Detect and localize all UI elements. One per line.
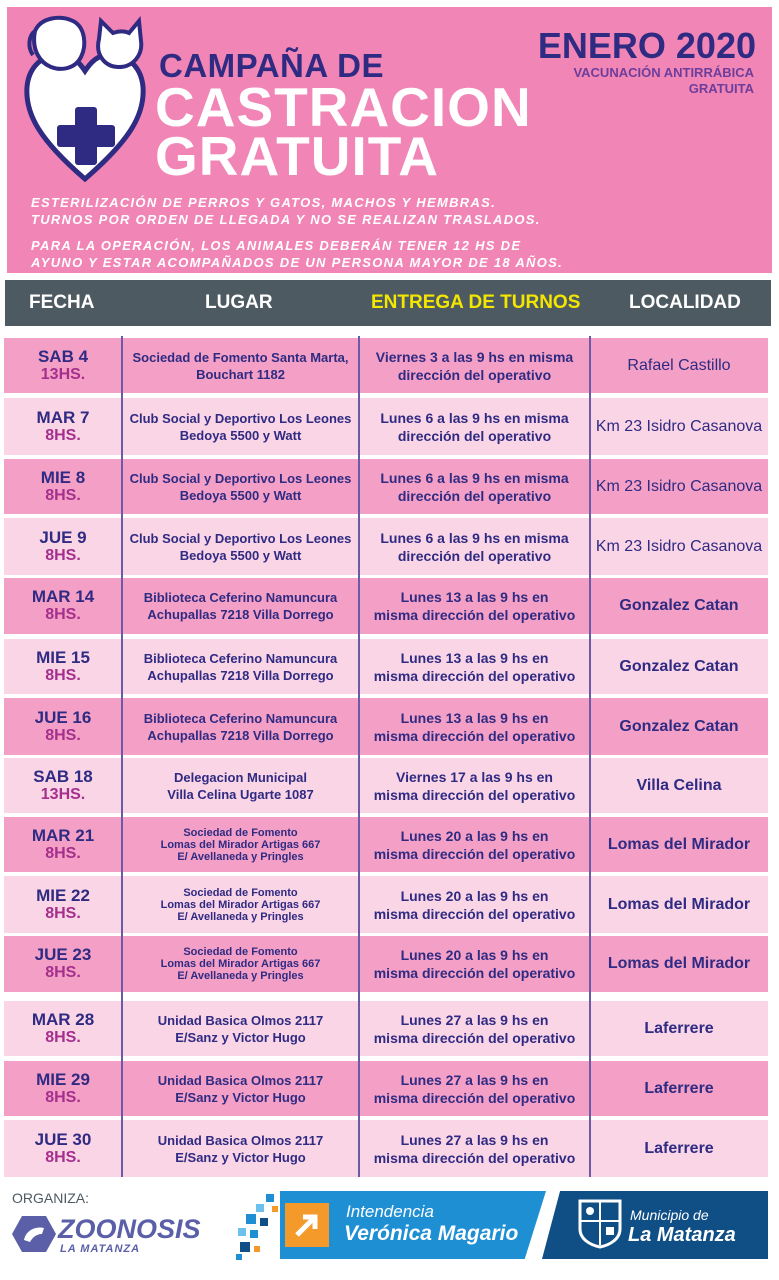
table-row (4, 1001, 768, 1056)
turns-cell (359, 459, 590, 514)
locality-cell (590, 1001, 768, 1056)
place-cell (122, 936, 359, 992)
hour-label: 8HS. (45, 1028, 81, 1046)
date-cell (4, 936, 122, 992)
place-line-1: Sociedad de Fomento (183, 886, 298, 899)
arrow-logo-icon (285, 1203, 329, 1247)
day-label: JUE 16 (34, 707, 92, 727)
hour-label: 8HS. (45, 606, 81, 623)
zoonosis-name: ZOONOSIS (58, 1214, 201, 1244)
title-line-1: CAMPAÑA DE (159, 47, 384, 84)
description-line-4: AYUNO Y ESTAR ACOMPAÑADOS DE UN PERSONA MAYOR DE 18 AÑOS. (31, 255, 564, 270)
locality-label: Km 23 Isidro Casanova (595, 537, 763, 555)
turns-line-1: Lunes 20 a las 9 hs en (400, 947, 549, 963)
turns-line-2: misma dirección del operativo (373, 727, 576, 744)
intendencia-line-1: Intendencia (346, 1202, 434, 1221)
place-line-3: E/ Avellaneda y Pringles (177, 970, 304, 982)
locality-cell (590, 459, 768, 514)
description-line-1: ESTERILIZACIÓN DE PERROS Y GATOS, MACHOS Y HEMBRAS. (31, 195, 497, 210)
hour-label: 8HS. (45, 666, 81, 684)
title-line-3: GRATUITA (155, 125, 439, 187)
place-line-1: Sociedad de Fomento (183, 826, 298, 839)
turns-cell (359, 518, 590, 575)
turns-line-2: misma dirección del operativo (373, 1029, 576, 1046)
place-line-2: E/Sanz y Victor Hugo (175, 1149, 306, 1165)
turns-line-1: Lunes 6 a las 9 hs en misma (380, 469, 569, 486)
turns-cell (359, 398, 590, 455)
locality-cell (590, 936, 768, 992)
column-header-date: FECHA (29, 292, 95, 313)
table-row (4, 518, 768, 575)
day-label: JUE 30 (34, 1129, 92, 1149)
turns-line-2: misma dirección del operativo (373, 607, 576, 623)
intendencia-line-2: Verónica Magario (344, 1222, 519, 1245)
turns-line-1: Lunes 6 a las 9 hs en misma (380, 529, 569, 546)
table-row (4, 639, 768, 694)
place-line-1: Biblioteca Ceferino Namuncura (143, 710, 338, 726)
table-row (4, 1120, 768, 1177)
locality-label: Gonzalez Catan (619, 717, 739, 735)
place-line-3: E/ Avellaneda y Pringles (177, 910, 304, 923)
municipio-line-1: Municipio de (630, 1207, 709, 1223)
turns-cell (359, 578, 590, 634)
place-line-2: Achupallas 7218 Villa Dorrego (147, 727, 334, 743)
zoonosis-subtitle: LA MATANZA (60, 1243, 141, 1255)
place-line-2: Lomas del Mirador Artigas 667 (160, 838, 321, 851)
turns-line-1: Lunes 13 a las 9 hs en (400, 709, 549, 726)
day-label: MAR 28 (31, 1009, 95, 1029)
date-cell (4, 876, 122, 933)
turns-line-1: Viernes 3 a las 9 hs en misma (375, 348, 574, 365)
turns-cell (359, 338, 590, 393)
locality-label: Lomas del Mirador (607, 835, 751, 853)
column-header-bar (5, 280, 771, 326)
turns-line-2: dirección del operativo (397, 427, 552, 444)
date-cell (4, 817, 122, 872)
place-cell (122, 578, 359, 634)
place-line-2: Bedoya 5500 y Watt (179, 427, 302, 443)
column-header-place: LUGAR (205, 292, 273, 313)
place-cell (122, 1001, 359, 1056)
day-label: SAB 18 (33, 766, 93, 786)
place-line-1: Club Social y Deportivo Los Leones (129, 470, 352, 486)
place-line-2: Bouchart 1182 (196, 366, 285, 382)
locality-cell (590, 398, 768, 455)
turns-line-2: misma dirección del operativo (373, 845, 576, 862)
zoonosis-logo-icon (12, 1214, 56, 1254)
place-cell (122, 876, 359, 933)
place-line-1: Unidad Basica Olmos 2117 (157, 1132, 324, 1148)
turns-line-1: Lunes 20 a las 9 hs en (400, 827, 549, 844)
date-cell (4, 758, 122, 813)
place-cell (122, 518, 359, 575)
place-cell (122, 398, 359, 455)
hour-label: 8HS. (45, 1148, 81, 1166)
locality-cell (590, 817, 768, 872)
date-cell (4, 698, 122, 755)
place-line-2: Achupallas 7218 Villa Dorrego (147, 667, 334, 683)
place-line-1: Biblioteca Ceferino Namuncura (143, 590, 338, 605)
locality-cell (590, 758, 768, 813)
place-line-3: E/ Avellaneda y Pringles (177, 850, 304, 863)
locality-label: Lomas del Mirador (607, 955, 751, 972)
turns-line-2: misma dirección del operativo (373, 1149, 576, 1166)
turns-line-2: misma dirección del operativo (373, 1089, 576, 1106)
place-line-2: Achupallas 7218 Villa Dorrego (147, 607, 334, 622)
place-line-2: Lomas del Mirador Artigas 667 (160, 958, 321, 970)
locality-cell (590, 518, 768, 575)
hour-label: 8HS. (45, 1088, 81, 1106)
date-cell (4, 578, 122, 634)
pixel-decoration-icon (236, 1192, 284, 1262)
turns-cell (359, 1001, 590, 1056)
place-line-1: Club Social y Deportivo Los Leones (129, 530, 352, 546)
date-cell (4, 1061, 122, 1116)
hour-label: 13HS. (40, 365, 86, 383)
date-cell (4, 1001, 122, 1056)
place-line-2: Bedoya 5500 y Watt (179, 547, 302, 563)
turns-line-2: misma dirección del operativo (373, 667, 576, 684)
place-line-1: Sociedad de Fomento (183, 946, 298, 958)
turns-line-1: Lunes 27 a las 9 hs en (400, 1131, 549, 1148)
date-cell (4, 398, 122, 455)
locality-cell (590, 578, 768, 634)
day-label: MIE 8 (40, 467, 86, 487)
vaccination-note (524, 65, 754, 97)
locality-cell (590, 1120, 768, 1177)
place-line-1: Club Social y Deportivo Los Leones (129, 410, 352, 426)
turns-line-2: misma dirección del operativo (373, 965, 576, 981)
hour-label: 8HS. (45, 844, 81, 862)
table-row (4, 459, 768, 514)
column-header-locality: LOCALIDAD (629, 292, 741, 313)
table-row (4, 817, 768, 872)
place-cell (122, 758, 359, 813)
day-label: MIE 22 (36, 885, 90, 905)
turns-line-2: dirección del operativo (397, 487, 552, 504)
vaccination-line-1: VACUNACIÓN ANTIRRÁBICA (573, 65, 754, 80)
place-cell (122, 459, 359, 514)
table-row (4, 578, 768, 634)
place-line-2: E/Sanz y Victor Hugo (175, 1029, 306, 1045)
locality-cell (590, 1061, 768, 1116)
date-cell (4, 338, 122, 393)
place-cell (122, 338, 359, 393)
turns-line-1: Lunes 6 a las 9 hs en misma (380, 409, 569, 426)
locality-label: Km 23 Isidro Casanova (595, 477, 763, 495)
hour-label: 8HS. (45, 426, 81, 444)
locality-cell (590, 698, 768, 755)
locality-label: Rafael Castillo (627, 356, 731, 374)
title-line-2: CASTRACION (155, 76, 532, 138)
date-cell (4, 639, 122, 694)
place-line-2: Bedoya 5500 y Watt (179, 487, 302, 503)
locality-label: Laferrere (644, 1019, 714, 1037)
turns-line-1: Lunes 27 a las 9 hs en (400, 1071, 549, 1088)
column-divider (121, 336, 123, 1177)
table-row (4, 698, 768, 755)
place-cell (122, 698, 359, 755)
turns-line-1: Lunes 27 a las 9 hs en (400, 1011, 549, 1028)
day-label: MAR 14 (31, 587, 95, 606)
place-cell (122, 817, 359, 872)
turns-line-1: Viernes 17 a las 9 hs en (396, 768, 553, 785)
turns-cell (359, 1120, 590, 1177)
description-line-3: PARA LA OPERACIÓN, LOS ANIMALES DEBERÁN TENER 12 HS DE (31, 238, 522, 253)
turns-line-2: misma dirección del operativo (373, 905, 576, 922)
month-label: ENERO 2020 (537, 25, 756, 66)
turns-line-1: Lunes 13 a las 9 hs en (400, 589, 549, 605)
municipio-shield-icon (578, 1199, 622, 1249)
table-row (4, 936, 768, 992)
organiza-label: ORGANIZA: (12, 1190, 90, 1206)
day-label: MIE 29 (36, 1069, 90, 1089)
day-label: MAR 7 (36, 407, 90, 427)
locality-label: Km 23 Isidro Casanova (595, 417, 763, 435)
locality-label: Lomas del Mirador (607, 895, 751, 913)
locality-label: Villa Celina (636, 776, 722, 794)
table-row (4, 758, 768, 813)
turns-cell (359, 639, 590, 694)
day-label: MAR 21 (31, 825, 95, 845)
table-row (4, 1061, 768, 1116)
place-line-1: Biblioteca Ceferino Namuncura (143, 650, 338, 666)
turns-line-1: Lunes 13 a las 9 hs en (400, 649, 549, 666)
place-line-1: Unidad Basica Olmos 2117 (157, 1012, 324, 1028)
municipio-line-2: La Matanza (628, 1224, 736, 1246)
day-label: JUE 9 (39, 527, 87, 547)
turns-cell (359, 698, 590, 755)
locality-label: Laferrere (644, 1079, 714, 1097)
turns-line-2: dirección del operativo (397, 366, 552, 383)
header-banner (7, 7, 772, 273)
date-cell (4, 518, 122, 575)
turns-line-2: dirección del operativo (397, 547, 552, 564)
date-cell (4, 459, 122, 514)
day-label: MIE 15 (36, 647, 90, 667)
place-line-2: E/Sanz y Victor Hugo (175, 1089, 306, 1105)
place-line-1: Sociedad de Fomento Santa Marta, (132, 349, 349, 365)
day-label: SAB 4 (37, 346, 89, 366)
locality-cell (590, 876, 768, 933)
vaccination-line-2: GRATUITA (688, 81, 754, 96)
hour-label: 8HS. (45, 726, 81, 744)
place-cell (122, 639, 359, 694)
locality-cell (590, 639, 768, 694)
turns-line-2: misma dirección del operativo (373, 786, 576, 803)
place-line-2: Villa Celina Ugarte 1087 (167, 786, 314, 802)
locality-label: Laferrere (644, 1139, 714, 1157)
column-header-turns: ENTREGA DE TURNOS (371, 292, 581, 313)
turns-cell (359, 758, 590, 813)
locality-label: Gonzalez Catan (619, 597, 739, 614)
hour-label: 8HS. (45, 546, 81, 564)
turns-cell (359, 817, 590, 872)
hour-label: 13HS. (40, 785, 86, 803)
column-divider (358, 336, 360, 1177)
place-line-1: Delegacion Municipal (174, 769, 307, 785)
locality-label: Gonzalez Catan (619, 657, 739, 675)
description-line-2: TURNOS POR ORDEN DE LLEGADA Y NO SE REALIZAN TRASLADOS. (31, 212, 541, 227)
place-cell (122, 1061, 359, 1116)
place-line-1: Unidad Basica Olmos 2117 (157, 1072, 324, 1088)
turns-cell (359, 936, 590, 992)
turns-line-1: Lunes 20 a las 9 hs en (400, 887, 549, 904)
turns-cell (359, 1061, 590, 1116)
date-cell (4, 1120, 122, 1177)
table-row (4, 398, 768, 455)
locality-cell (590, 338, 768, 393)
day-label: JUE 23 (34, 945, 92, 964)
hour-label: 8HS. (45, 964, 81, 981)
dog-cat-heart-logo-icon (21, 11, 149, 185)
hour-label: 8HS. (45, 904, 81, 922)
place-cell (122, 1120, 359, 1177)
turns-cell (359, 876, 590, 933)
table-row (4, 338, 768, 393)
table-row (4, 876, 768, 933)
hour-label: 8HS. (45, 486, 81, 504)
column-divider (589, 336, 591, 1177)
place-line-2: Lomas del Mirador Artigas 667 (160, 898, 321, 911)
